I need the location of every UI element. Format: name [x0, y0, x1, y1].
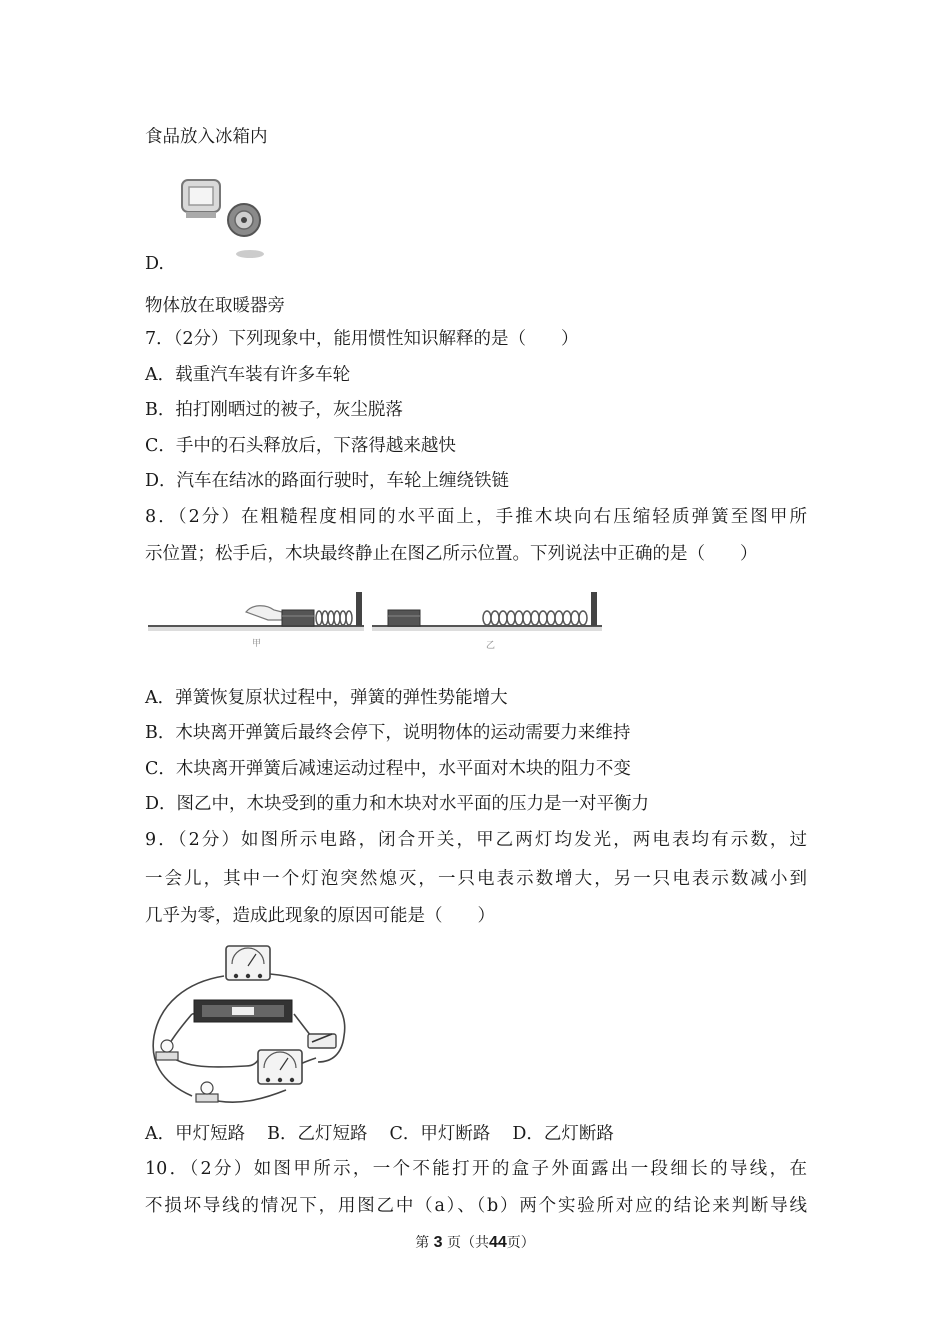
footer-total-pages: 44: [489, 1234, 507, 1251]
figure-b-label: 乙: [486, 641, 496, 651]
voltmeter-top: [226, 946, 270, 980]
q8-option-a: A．弹簧恢复原状过程中，弹簧的弹性势能增大: [145, 688, 508, 708]
q8-stem-line2: 示位置；松手后，木块最终静止在图乙所示位置。下列说法中正确的是（ ）: [145, 544, 758, 564]
heater-image: [170, 170, 275, 265]
q9-option-a: A．甲灯短路: [145, 1124, 246, 1144]
q8-option-c: C．木块离开弹簧后减速运动过程中，水平面对木块的阻力不变: [145, 759, 631, 779]
battery-pack: [194, 1000, 292, 1022]
ammeter-bottom: [258, 1050, 302, 1084]
page-footer: [0, 1232, 950, 1252]
q7-option-a: A．载重汽车装有许多车轮: [145, 365, 351, 385]
q9-option-c: C．甲灯断路: [389, 1124, 491, 1144]
spring-block-figure: [148, 582, 608, 654]
circuit-figure: [146, 938, 356, 1113]
lamp-a: [156, 1040, 178, 1060]
q8-stem-line1: 8．（2分）在粗糙程度相同的水平面上，手推木块向右压缩轻质弹簧至图甲所: [145, 507, 807, 527]
option-c-text: 食品放入冰箱内: [145, 127, 268, 147]
figure-b: [372, 592, 602, 651]
q10-stem-line1: 10．（2分）如图甲所示，一个不能打开的盒子外面露出一段细长的导线，在: [145, 1159, 807, 1179]
q9-options: [145, 1123, 614, 1145]
footer-middle: 页（共: [447, 1235, 489, 1251]
lamp-b: [196, 1082, 218, 1102]
q9-stem-line2: 一会儿，其中一个灯泡突然熄灭，一只电表示数增大，另一只电表示数减小到: [145, 869, 807, 889]
q8-option-b: B．木块离开弹簧后最终会停下，说明物体的运动需要力来维持: [145, 723, 631, 743]
q7-option-b: B．拍打刚晒过的被子，灰尘脱落: [145, 400, 403, 420]
footer-suffix: 页）: [506, 1235, 535, 1251]
q7-option-c: C．手中的石头释放后，下落得越来越快: [145, 436, 456, 456]
figure-a: [148, 592, 364, 649]
footer-page-number: 3: [433, 1234, 443, 1251]
option-d-label: D.: [145, 254, 164, 274]
q9-option-d: D．乙灯断路: [512, 1124, 614, 1144]
footer-prefix: 第: [415, 1235, 430, 1251]
q9-option-b: B．乙灯短路: [267, 1124, 368, 1144]
q9-stem-line3: 几乎为零，造成此现象的原因可能是（ ）: [145, 906, 495, 926]
option-d-text: 物体放在取暖器旁: [145, 296, 285, 316]
q7-option-d: D．汽车在结冰的路面行驶时，车轮上缠绕铁链: [145, 471, 510, 491]
q10-stem-line2: 不损坏导线的情况下，用图乙中（a）、（b）两个实验所对应的结论来判断导线: [145, 1196, 807, 1216]
q9-stem-line1: 9．（2分）如图所示电路，闭合开关，甲乙两灯均发光，两电表均有示数，过: [145, 830, 807, 850]
q8-option-d: D．图乙中，木块受到的重力和木块对水平面的压力是一对平衡力: [145, 794, 650, 814]
switch: [308, 1034, 336, 1048]
q7-stem: 7．（2分）下列现象中，能用惯性知识解释的是（ ）: [145, 329, 579, 349]
figure-a-label: 甲: [252, 639, 262, 649]
